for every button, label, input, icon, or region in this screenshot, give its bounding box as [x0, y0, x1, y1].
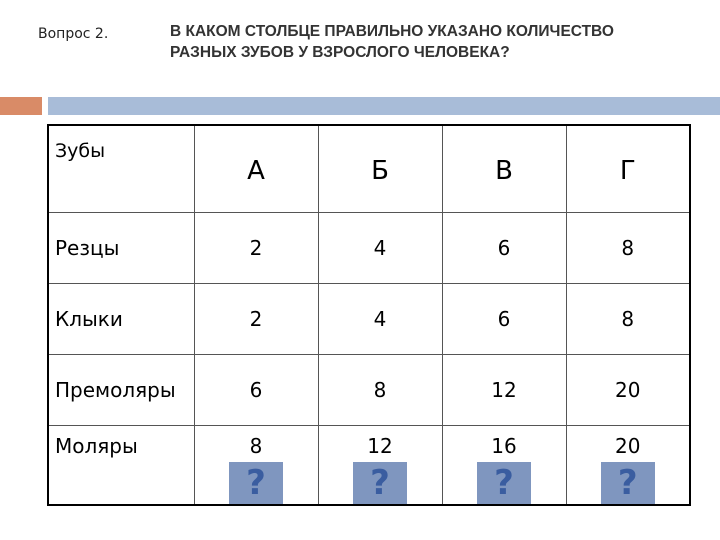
answer-button-g[interactable]: ?	[601, 462, 655, 504]
header-cell-g: Г	[566, 125, 690, 213]
teeth-table	[47, 124, 691, 506]
table-row-canines	[48, 284, 690, 355]
table-cell: 6	[194, 355, 318, 426]
table-cell: 2	[194, 284, 318, 355]
cell-value: 12	[367, 434, 393, 458]
table-cell: 4	[318, 284, 442, 355]
table-cell	[194, 426, 318, 506]
table-cell: 8	[566, 213, 690, 284]
row-label: Моляры	[48, 426, 194, 506]
table-cell: 12	[442, 355, 566, 426]
answer-button-a[interactable]: ?	[229, 462, 283, 504]
table-cell: 4	[318, 213, 442, 284]
table-cell	[442, 426, 566, 506]
table-row-incisors	[48, 213, 690, 284]
table-row-molars	[48, 426, 690, 506]
table-cell: 20	[566, 355, 690, 426]
table-header-row	[48, 125, 690, 213]
table-cell	[566, 426, 690, 506]
cell-value: 16	[491, 434, 517, 458]
table-cell	[318, 426, 442, 506]
table-cell: 6	[442, 284, 566, 355]
table-cell: 8	[318, 355, 442, 426]
row-label: Резцы	[48, 213, 194, 284]
question-number: Вопрос 2.	[38, 26, 109, 42]
row-label: Премоляры	[48, 355, 194, 426]
answer-button-b[interactable]: ?	[353, 462, 407, 504]
cell-value: 8	[249, 434, 263, 458]
table-row-premolars	[48, 355, 690, 426]
header-cell-v: В	[442, 125, 566, 213]
row-label: Клыки	[48, 284, 194, 355]
cell-value: 20	[615, 434, 641, 458]
accent-bar-blue	[48, 97, 720, 115]
answer-button-v[interactable]: ?	[477, 462, 531, 504]
table-cell: 2	[194, 213, 318, 284]
table-cell: 8	[566, 284, 690, 355]
header-cell-a: А	[194, 125, 318, 213]
header-cell-b: Б	[318, 125, 442, 213]
table-cell: 6	[442, 213, 566, 284]
header-cell-teeth: Зубы	[48, 125, 194, 213]
accent-bar-orange	[0, 97, 42, 115]
question-text: В КАКОМ СТОЛБЦЕ ПРАВИЛЬНО УКАЗАНО КОЛИЧЕСТВО РАЗНЫХ ЗУБОВ У ВЗРОСЛОГО ЧЕЛОВЕКА?	[170, 23, 614, 61]
